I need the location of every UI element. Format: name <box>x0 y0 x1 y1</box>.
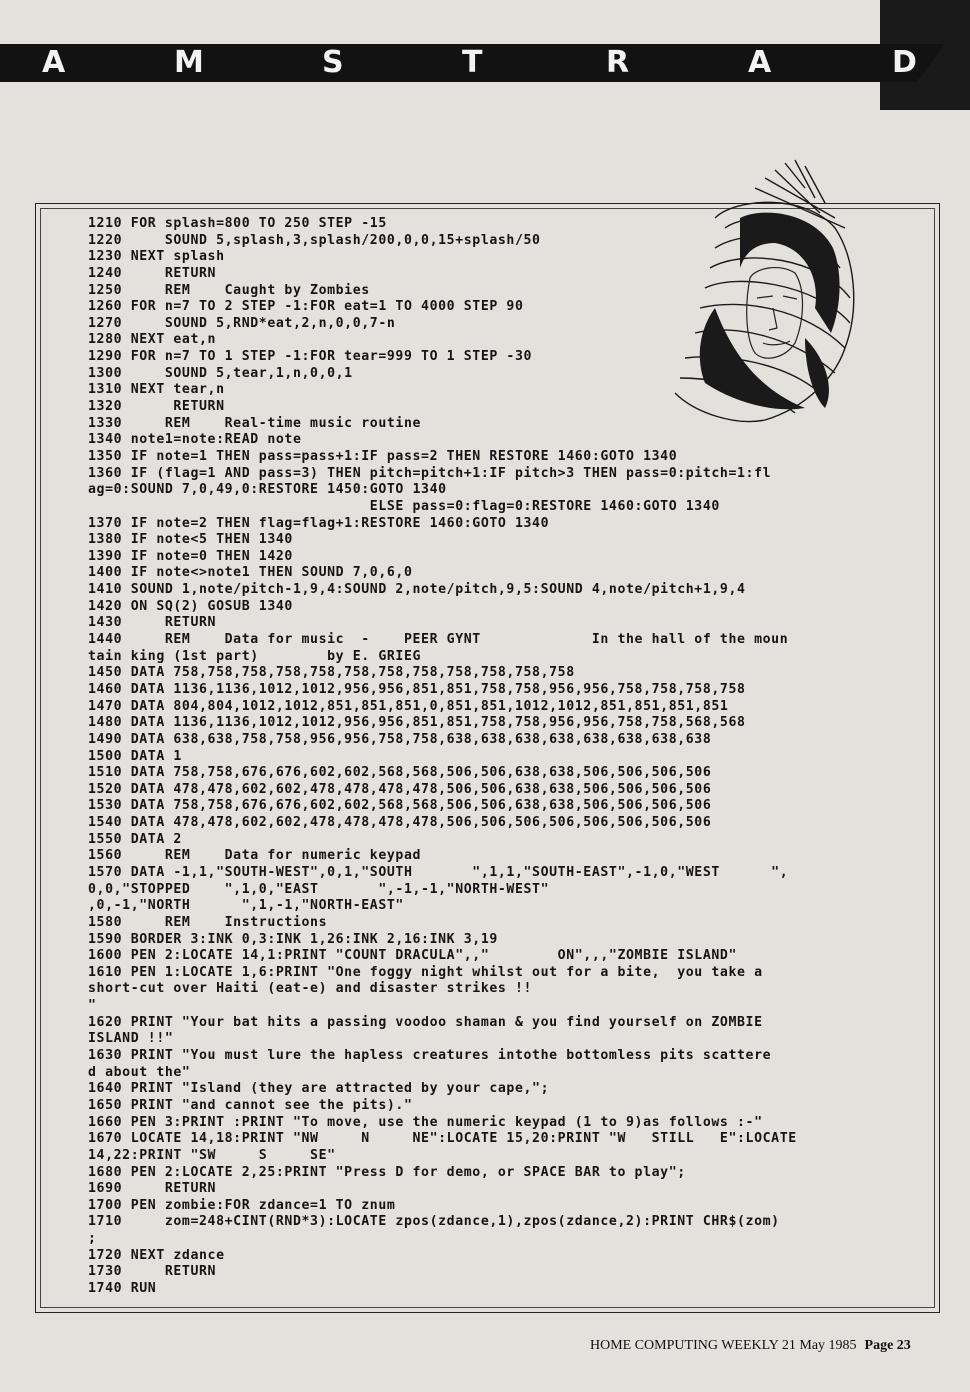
code-line: 1620 PRINT "Your bat hits a passing voodoo shaman & you find yourself on ZOMBIE <box>88 1014 763 1030</box>
code-line: 1710 zom=248+CINT(RND*3):LOCATE zpos(zdance,1),zpos(zdance,2):PRINT CHR$(zom) <box>88 1214 780 1230</box>
code-line: 1560 REM Data for numeric keypad <box>88 848 422 864</box>
code-line: 1490 DATA 638,638,758,758,956,956,758,758,638,638,638,638,638,638,638,638 <box>88 731 712 747</box>
code-line: ELSE pass=0:flag=0:RESTORE 1460:GOTO 1340 <box>88 498 720 514</box>
page-footer <box>590 1338 930 1354</box>
code-line: 1340 note1=note:READ note <box>88 432 302 448</box>
code-line: 1370 IF note=2 THEN flag=flag+1:RESTORE 1460:GOTO 1340 <box>88 515 550 531</box>
code-line: 1300 SOUND 5,tear,1,n,0,0,1 <box>88 365 353 381</box>
code-line: 1360 IF (flag=1 AND pass=3) THEN pitch=pitch+1:IF pitch>3 THEN pass=0:pitch=1:fl <box>88 465 772 481</box>
code-line: 1550 DATA 2 <box>88 831 182 847</box>
code-line: 1270 SOUND 5,RND*eat,2,n,0,0,7-n <box>88 315 396 331</box>
code-line: ag=0:SOUND 7,0,49,0:RESTORE 1450:GOTO 1340 <box>88 482 447 498</box>
code-line: 1570 DATA -1,1,"SOUTH-WEST",0,1,"SOUTH ",1,1,"SOUTH-EAST",-1,0,"WEST ", <box>88 864 789 880</box>
code-line: 1740 RUN <box>88 1281 157 1296</box>
code-line: 1500 DATA 1 <box>88 748 182 764</box>
code-line: 1330 REM Real-time music routine <box>88 415 422 431</box>
code-line: ; <box>88 1231 97 1247</box>
code-line: 1690 RETURN <box>88 1181 217 1197</box>
code-line: " <box>88 998 97 1014</box>
code-line: 1730 RETURN <box>88 1264 217 1280</box>
code-line: 1380 IF note<5 THEN 1340 <box>88 532 293 548</box>
banner-letter: A <box>42 45 66 80</box>
code-line: 1630 PRINT "You must lure the hapless creatures intothe bottomless pits scattere <box>88 1048 772 1064</box>
code-line: 1530 DATA 758,758,676,676,602,602,568,568,506,506,638,638,506,506,506,506 <box>88 798 712 814</box>
code-line: 1390 IF note=0 THEN 1420 <box>88 548 293 564</box>
basic-code-listing <box>88 216 908 1298</box>
code-line: short-cut over Haiti (eat-e) and disaster strikes !! <box>88 981 533 997</box>
code-line: 1220 SOUND 5,splash,3,splash/200,0,0,15+splash/50 <box>88 232 541 248</box>
code-line: 1520 DATA 478,478,602,602,478,478,478,478,506,506,638,638,506,506,506,506 <box>88 781 712 797</box>
code-line: 1460 DATA 1136,1136,1012,1012,956,956,851,851,758,758,956,956,758,758,758,758 <box>88 681 746 697</box>
code-line: 1210 FOR splash=800 TO 250 STEP -15 <box>88 216 387 231</box>
code-line: 1590 BORDER 3:INK 0,3:INK 1,26:INK 2,16:INK 3,19 <box>88 931 498 947</box>
banner-letter: M <box>174 45 204 80</box>
code-line: 1320 RETURN <box>88 399 225 415</box>
code-line: 1310 NEXT tear,n <box>88 382 225 398</box>
code-line: 1240 RETURN <box>88 265 217 281</box>
code-line: tain king (1st part) by E. GRIEG <box>88 648 422 664</box>
code-line: 0,0,"STOPPED ",1,0,"EAST ",-1,-1,"NORTH-WEST" <box>88 881 550 897</box>
page-number: Page 23 <box>864 1338 911 1353</box>
code-line: 1350 IF note=1 THEN pass=pass+1:IF pass=2 THEN RESTORE 1460:GOTO 1340 <box>88 448 678 464</box>
code-line: ,0,-1,"NORTH ",1,-1,"NORTH-EAST" <box>88 898 404 914</box>
code-line: 1290 FOR n=7 TO 1 STEP -1:FOR tear=999 TO 1 STEP -30 <box>88 349 533 365</box>
banner-letter: T <box>462 45 483 80</box>
code-line: 1580 REM Instructions <box>88 914 328 930</box>
code-line: 1230 NEXT splash <box>88 249 225 265</box>
code-line: 1680 PEN 2:LOCATE 2,25:PRINT "Press D for demo, or SPACE BAR to play"; <box>88 1164 686 1180</box>
code-line: 1280 NEXT eat,n <box>88 332 217 348</box>
code-line: 1650 PRINT "and cannot see the pits)." <box>88 1097 413 1113</box>
code-line: 1250 REM Caught by Zombies <box>88 282 370 298</box>
code-line: ISLAND !!" <box>88 1031 174 1047</box>
code-line: 1470 DATA 804,804,1012,1012,851,851,851,0,851,851,1012,1012,851,851,851,851 <box>88 698 729 714</box>
banner-letter: S <box>322 45 344 80</box>
code-line: 1400 IF note<>note1 THEN SOUND 7,0,6,0 <box>88 565 413 581</box>
code-line: 1260 FOR n=7 TO 2 STEP -1:FOR eat=1 TO 4000 STEP 90 <box>88 299 524 315</box>
banner-letter: R <box>606 45 630 80</box>
code-line: 1510 DATA 758,758,676,676,602,602,568,568,506,506,638,638,506,506,506,506 <box>88 765 712 781</box>
banner-letter: A <box>748 45 772 80</box>
code-line: 14,22:PRINT "SW S SE" <box>88 1147 336 1163</box>
code-line: 1720 NEXT zdance <box>88 1247 225 1263</box>
code-line: 1700 PEN zombie:FOR zdance=1 TO znum <box>88 1197 396 1213</box>
code-line: 1480 DATA 1136,1136,1012,1012,956,956,851,851,758,758,956,956,758,758,568,568 <box>88 715 746 731</box>
code-line: 1440 REM Data for music - PEER GYNT In the hall of the moun <box>88 632 789 648</box>
publication-line: HOME COMPUTING WEEKLY 21 May 1985 <box>590 1338 857 1353</box>
code-line: 1610 PEN 1:LOCATE 1,6:PRINT "One foggy night whilst out for a bite, you take a <box>88 964 763 980</box>
code-line: d about the" <box>88 1064 191 1080</box>
code-line: 1540 DATA 478,478,602,602,478,478,478,478,506,506,506,506,506,506,506,506 <box>88 815 712 831</box>
code-line: 1600 PEN 2:LOCATE 14,1:PRINT "COUNT DRACULA",," ON",,,"ZOMBIE ISLAND" <box>88 948 738 964</box>
code-line: 1430 RETURN <box>88 615 217 631</box>
code-line: 1670 LOCATE 14,18:PRINT "NW N NE":LOCATE 15,20:PRINT "W STILL E":LOCATE <box>88 1131 797 1147</box>
code-line: 1640 PRINT "Island (they are attracted by your cape,"; <box>88 1081 550 1097</box>
banner-letter: D <box>892 45 917 80</box>
code-line: 1660 PEN 3:PRINT :PRINT "To move, use the numeric keypad (1 to 9)as follows :-" <box>88 1114 763 1130</box>
code-line: 1420 ON SQ(2) GOSUB 1340 <box>88 598 293 614</box>
code-line: 1410 SOUND 1,note/pitch-1,9,4:SOUND 2,note/pitch,9,5:SOUND 4,note/pitch+1,9,4 <box>88 582 746 598</box>
code-line: 1450 DATA 758,758,758,758,758,758,758,758,758,758,758,758 <box>88 665 575 681</box>
